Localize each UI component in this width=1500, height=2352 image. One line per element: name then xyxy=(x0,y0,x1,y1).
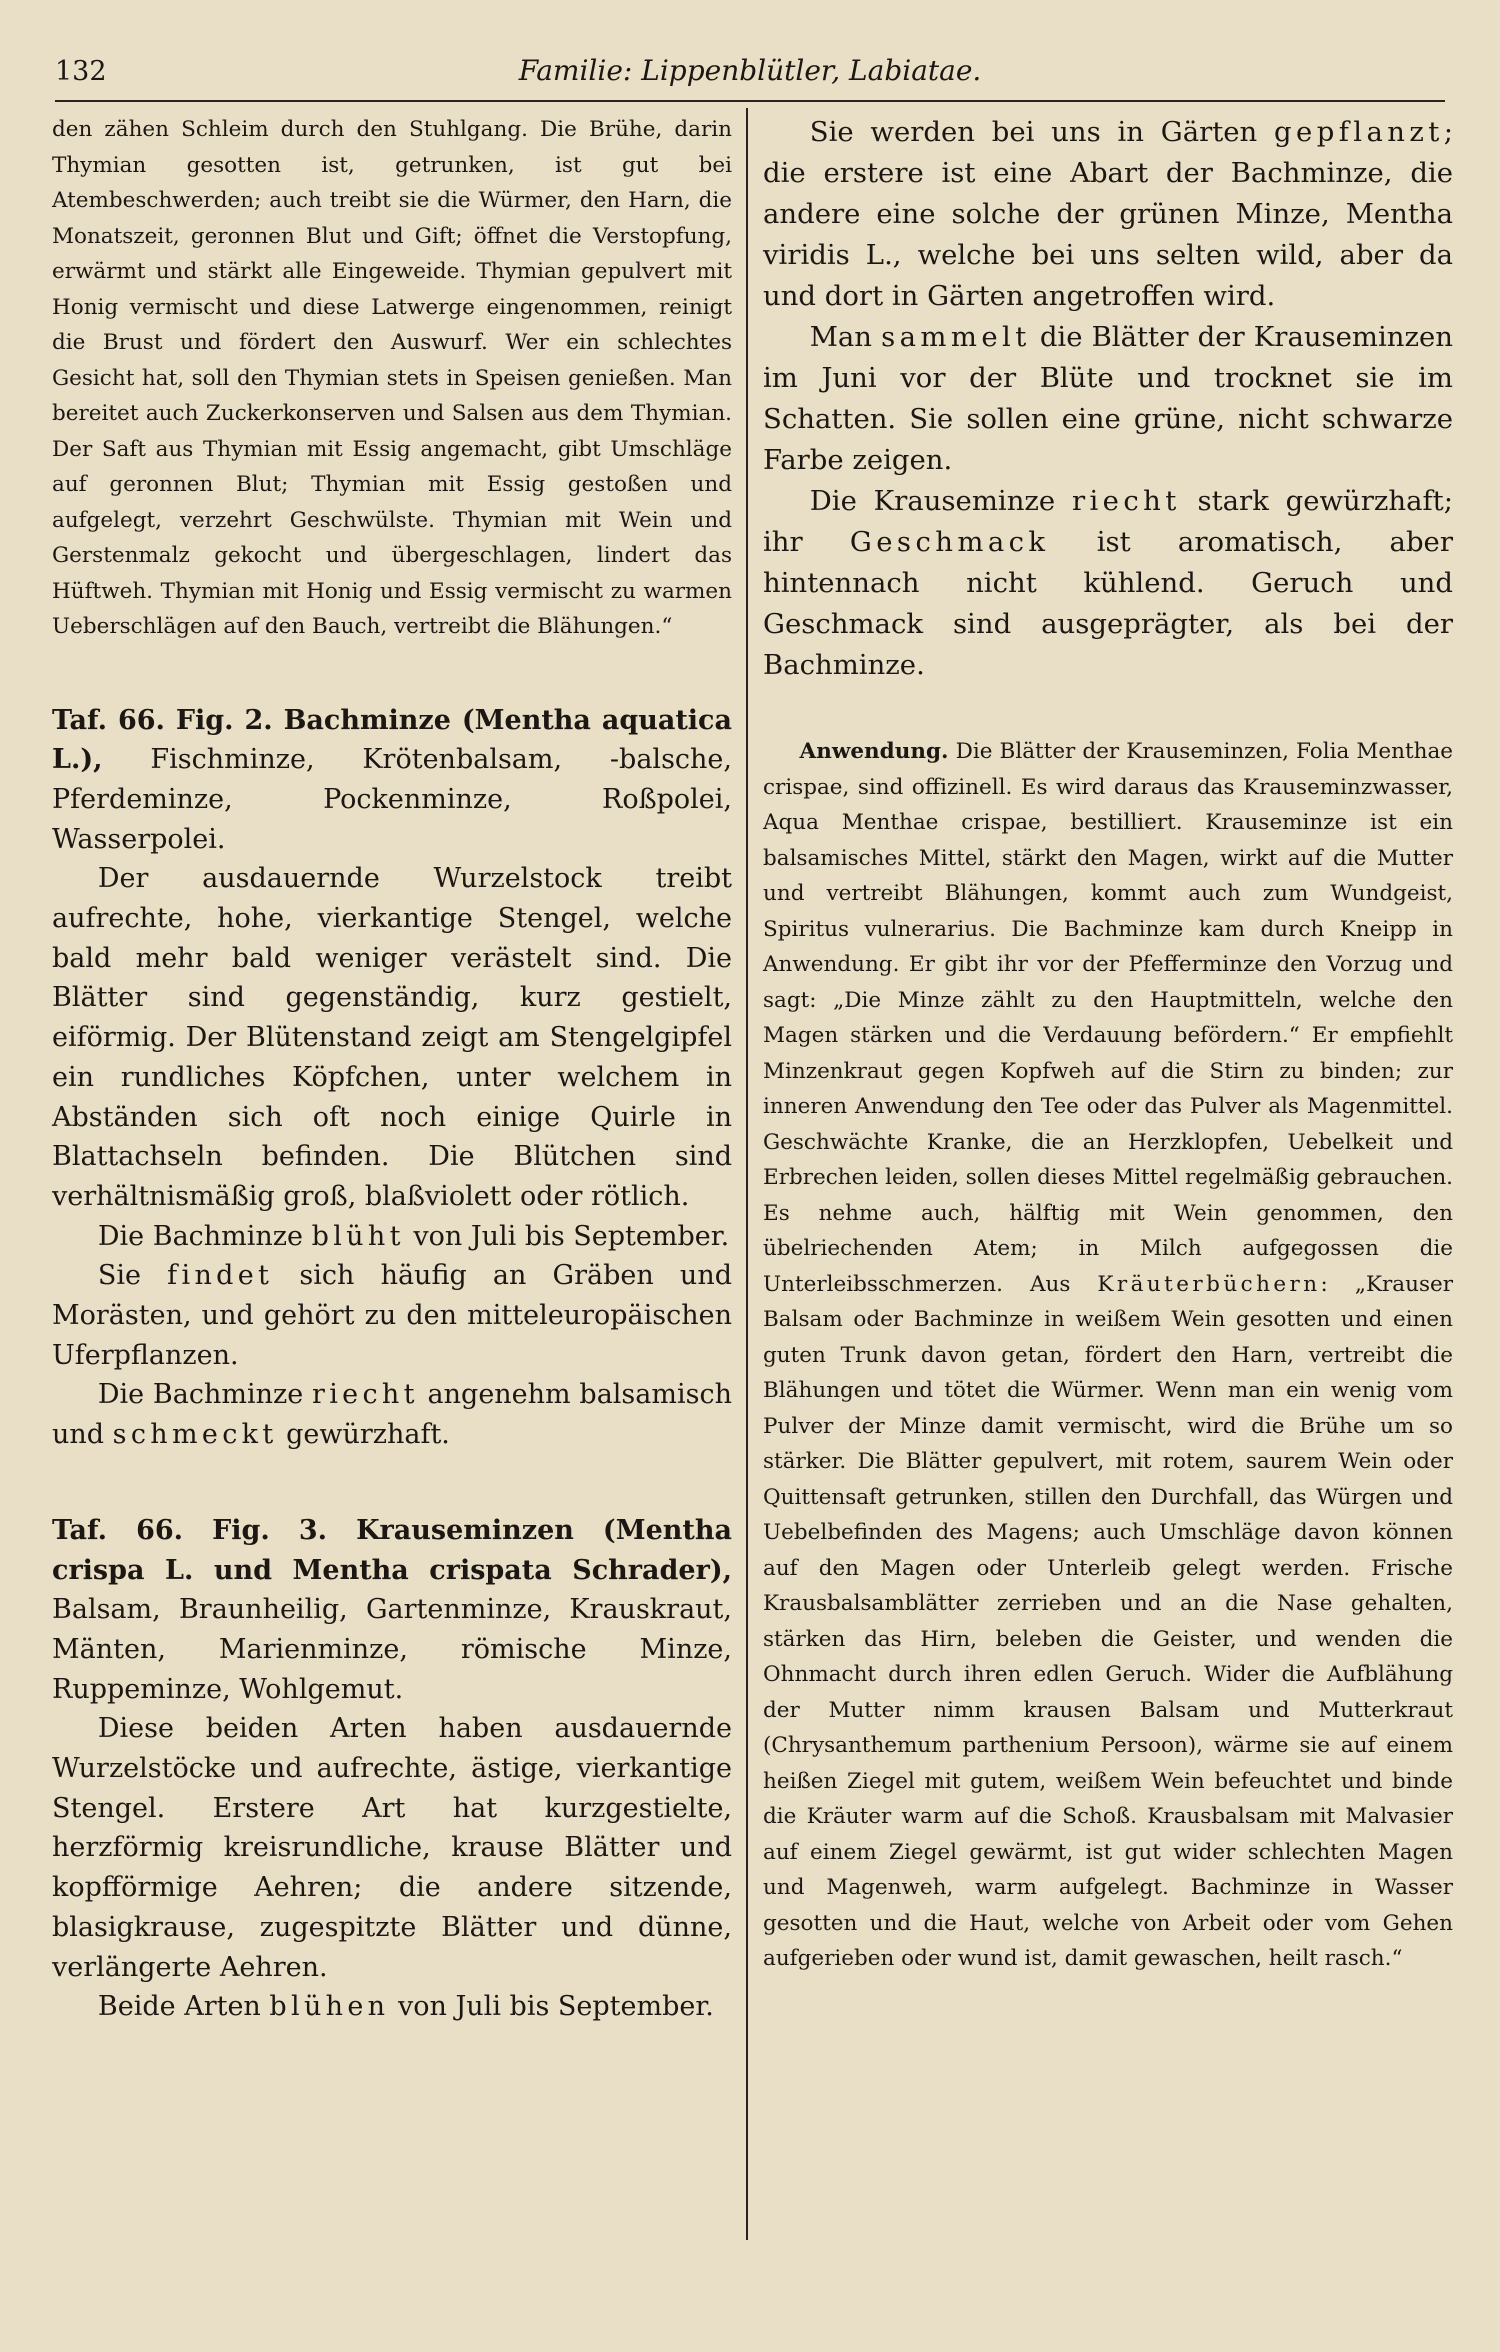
bachminze-synonyms: Fischminze, Krötenbalsam, -balsche, Pferdeminze, Pockenminze, Roßpolei, Wasserpolei. xyxy=(52,744,732,855)
spaced-keyword: gepflanzt xyxy=(1274,116,1444,148)
text-run: von Juli bis September. xyxy=(389,1991,714,2023)
anwendung-paragraph xyxy=(763,734,1453,1977)
page-number: 132 xyxy=(55,56,107,87)
krauseminze-heading: Taf. 66. Fig. 3. Krauseminzen (Mentha crispa L. und Mentha crispata Schrader), xyxy=(52,1514,732,1586)
spaced-keyword: Geschmack xyxy=(849,526,1050,558)
anwendung-label: Anwendung. xyxy=(799,739,949,764)
krauseminze-smell xyxy=(763,481,1453,686)
text-run: ; die erstere ist eine Abart der Bachminze, die andere eine solche der grünen Minze, Mentha viridis L., welche bei uns selten wild, aber da und dort in Gärten angetroffen wird. xyxy=(763,116,1453,312)
column-divider xyxy=(746,108,748,2240)
right-column xyxy=(763,112,1453,1977)
text-run: Die Blätter der Krauseminzen, Folia Menthae crispae, sind offizinell. Es wird daraus das Krauseminzwasser, Aqua Menthae crispae, bestilliert. Krauseminze ist ein balsamisches Mittel, stärkt den Magen, wirkt auf die Mutter und vertreibt Blähungen, kommt auch zum Wundgeist, Spiritus vulnerarius. Die Bachminze kam durch Kneipp in Anwendung. Er gibt ihr vor der Pfefferminze den Vorzug und sagt: „Die Minze zählt zu den Hauptmitteln, welche den Magen stärken und die Verdauung befördern.“ Er empfiehlt Minzenkraut gegen Kopfweh auf die Stirn zu binden; zur inneren Anwendung den Tee oder das Pulver als Magenmittel. Geschwächte Kranke, die an Herzklopfen, Uebelkeit und Erbrechen leiden, sollen dieses Mittel regelmäßig gebrauchen. Es nehme auch, hälftig mit Wein genommen, den übelriechenden Atem; in Milch aufgegossen die Unterleibsschmerzen. Aus xyxy=(763,739,1453,1297)
krauseminze-synonyms: Balsam, Braunheilig, Gartenminze, Krauskraut, Mänten, Marienminze, römische Minze, Ruppeminze, Wohlgemut. xyxy=(52,1594,732,1705)
text-run: Die Bachminze xyxy=(97,1379,312,1411)
text-run: sich häufig an Gräben und Morästen, und gehört zu den mitteleuropäischen Uferpflanzen. xyxy=(52,1260,732,1371)
bachminze-heading: Taf. 66. Fig. 2. Bachminze (Mentha aquatica L.), xyxy=(52,704,732,776)
krauseminze-bloom xyxy=(52,1987,732,2027)
spaced-keyword: schmeckt xyxy=(112,1419,278,1451)
text-run: angenehm balsamisch und xyxy=(52,1379,732,1451)
krauseminze-heading-paragraph xyxy=(52,1511,732,1710)
left-column xyxy=(52,112,732,2027)
text-run: ist aromatisch, aber hintennach nicht kühlend. Geruch und Geschmack sind ausgeprägter, als bei der Bachminze. xyxy=(763,526,1453,681)
text-run: Die Bachminze xyxy=(97,1220,312,1252)
spaced-keyword: sammelt xyxy=(881,321,1031,353)
page-header xyxy=(55,48,1445,102)
spaced-keyword: blühen xyxy=(269,1991,390,2023)
spaced-keyword: blüht xyxy=(311,1220,405,1252)
text-run: die Blätter der Krauseminzen im Juni vor der Blüte und trocknet sie im Schatten. Sie sollen eine grüne, nicht schwarze Farbe zeigen. xyxy=(763,321,1453,476)
text-run: Beide Arten xyxy=(97,1991,270,2023)
bachminze-description: Der ausdauernde Wurzelstock treibt aufrechte, hohe, vierkantige Stengel, welche bald mehr bald weniger verästelt sind. Die Blätter sind gegenständig, kurz gestielt, eiförmig. Der Blütenstand zeigt am Stengelgipfel ein rundliches Köpfchen, unter welchem in Abständen sich oft noch einige Quirle in Blattachseln befinden. Die Blütchen sind verhältnismäßig groß, blaßviolett oder rötlich. xyxy=(52,863,732,1212)
bachminze-habitat xyxy=(52,1256,732,1375)
text-run: : „Krauser Balsam oder Bachminze in weißem Wein gesotten und einen guten Trunk davon getan, fördert den Harn, vertreibt die Blähungen und tötet die Würmer. Wenn man ein wenig vom Pulver der Minze damit vermischt, wird die Brühe um so stärker. Die Blätter gepulvert, mit rotem, saurem Wein oder Quittensaft getrunken, stillen den Durchfall, das Würgen und Uebelbefinden des Magens; auch Umschläge davon können auf den Magen oder Unterleib gelegt werden. Frische Krausbalsamblätter zerrieben und an die Nase gehalten, stärken das Hirn, beleben die Geister, und wenden die Ohnmacht durch ihren edlen Geruch. Wider die Aufblähung der Mutter nimm krausen Balsam und Mutterkraut (Chrysanthemum parthenium Persoon), wärme sie auf einem heißen Ziegel mit gutem, weißem Wein befeuchtet und binde die Kräuter warm auf die Schoß. Krausbalsam mit Malvasier auf einem Ziegel gewärmt, ist gut wider schlechten Magen und Magenweh, warm aufgelegt. Bachminze in Wasser gesotten und die Haut, welche von Arbeit oder vom Gehen aufgerieben oder wund ist, damit gewaschen, heilt rasch.“ xyxy=(763,1271,1453,1971)
text-run: von Juli bis September. xyxy=(404,1220,730,1252)
text-run: gewürzhaft. xyxy=(277,1419,450,1451)
text-run: stark gewürzhaft; ihr xyxy=(763,485,1453,558)
spaced-keyword: riecht xyxy=(311,1379,419,1411)
bachminze-heading-paragraph xyxy=(52,701,732,860)
spaced-keyword: riecht xyxy=(1071,485,1181,517)
krauseminze-harvest xyxy=(763,317,1453,481)
text-run: Die Krauseminze xyxy=(809,485,1072,517)
running-head: Familie: Lippenblütler, Labiatae. xyxy=(518,54,982,87)
krauseminze-cultivation xyxy=(763,112,1453,317)
spaced-keyword: Kräuterbüchern xyxy=(1097,1271,1321,1297)
bachminze-bloom xyxy=(52,1217,732,1257)
text-run: Sie werden bei uns in Gärten xyxy=(809,116,1275,148)
spaced-keyword: findet xyxy=(167,1260,274,1292)
krauseminze-description: Diese beiden Arten haben ausdauernde Wurzelstöcke und aufrechte, ästige, vierkantige Stengel. Erstere Art hat kurzgestielte, herzförmig kreisrundliche, krause Blätter und kopfförmige Aehren; die andere sitzende, blasigkrause, zugespitzte Blätter und dünne, verlängerte Aehren. xyxy=(52,1713,732,1983)
text-run: Man xyxy=(809,321,882,353)
thymian-continuation: den zähen Schleim durch den Stuhlgang. Die Brühe, darin Thymian gesotten ist, getrunken, ist gut bei Atembeschwerden; auch treibt sie die Würmer, den Harn, die Monatszeit, geronnen Blut und Gift; öffnet die Verstopfung, erwärmt und stärkt alle Eingeweide. Thymian gepulvert mit Honig vermischt und diese Latwerge eingenommen, reinigt die Brust und fördert den Auswurf. Wer ein schlechtes Gesicht hat, soll den Thymian stets in Speisen genießen. Man bereitet auch Zuckerkonserven und Salsen aus dem Thymian. Der Saft aus Thymian mit Essig angemacht, gibt Umschläge auf geronnen Blut; Thymian mit Essig gestoßen und aufgelegt, verzehrt Geschwülste. Thymian mit Wein und Gerstenmalz gekocht und übergeschlagen, lindert das Hüftweh. Thymian mit Honig und Essig vermischt zu warmen Ueberschlägen auf den Bauch, vertreibt die Blähungen.“ xyxy=(52,117,732,639)
text-run: Sie xyxy=(97,1260,168,1292)
bachminze-smell xyxy=(52,1375,732,1454)
